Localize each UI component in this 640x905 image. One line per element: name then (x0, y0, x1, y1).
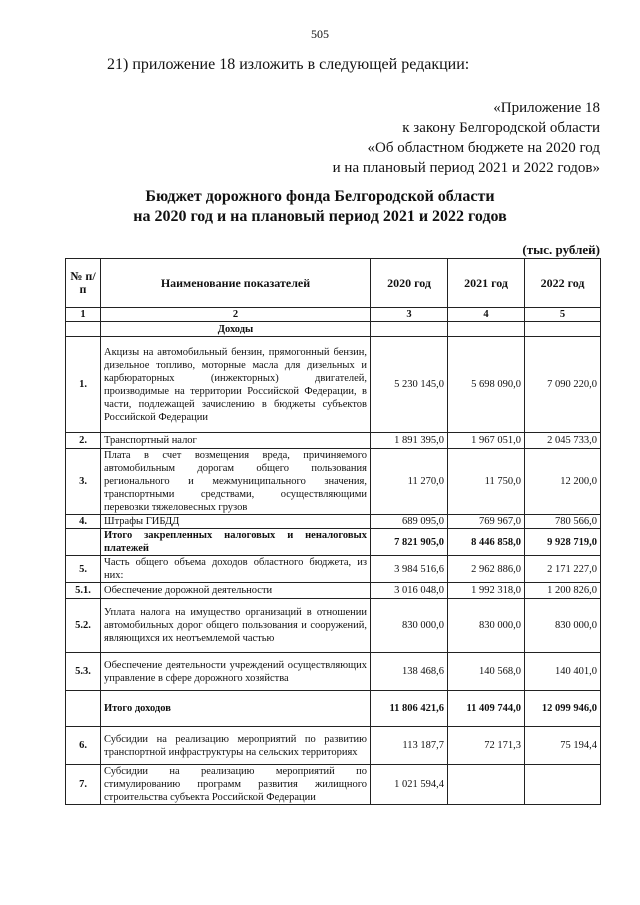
value-2020: 113 187,7 (371, 727, 448, 765)
annex-line-1: «Приложение 18 (493, 100, 600, 116)
header-2020: 2020 год (371, 259, 448, 308)
index-cell: 5 (525, 308, 601, 322)
value-2022 (525, 765, 601, 805)
row-number: 2. (66, 433, 101, 449)
row-number: 6. (66, 727, 101, 765)
value-2020: 689 095,0 (371, 515, 448, 529)
value-2020: 11 806 421,6 (371, 691, 448, 727)
value-2022: 2 045 733,0 (525, 433, 601, 449)
value-2020: 3 016 048,0 (371, 583, 448, 599)
value-2020: 1 021 594,4 (371, 765, 448, 805)
table-row (66, 449, 601, 515)
value-2021: 769 967,0 (448, 515, 525, 529)
table-row (66, 653, 601, 691)
table-row (66, 515, 601, 529)
row-number: 5.1. (66, 583, 101, 599)
annex-line-4: и на плановый период 2021 и 2022 годов» (332, 160, 600, 176)
row-name: Транспортный налог (101, 433, 371, 449)
title-line-2: на 2020 год и на плановый период 2021 и 2022 годов (133, 208, 507, 225)
value-2022: 12 099 946,0 (525, 691, 601, 727)
index-cell: 4 (448, 308, 525, 322)
value-2021: 11 750,0 (448, 449, 525, 515)
row-name: Уплата налога на имущество организаций в отношении автомобильных дорог общего пользования и сооружений, являющихся их неотъемлемой частью (101, 599, 371, 653)
section-number-cell (66, 322, 101, 337)
value-2021: 1 967 051,0 (448, 433, 525, 449)
row-name: Итого закрепленных налоговых и неналоговых платежей (101, 529, 371, 556)
annex-line-2: к закону Белгородской области (402, 120, 600, 136)
annex-header (300, 98, 600, 178)
table-row (66, 691, 601, 727)
value-2020: 1 891 395,0 (371, 433, 448, 449)
value-2021: 72 171,3 (448, 727, 525, 765)
value-2020: 830 000,0 (371, 599, 448, 653)
row-number: 4. (66, 515, 101, 529)
empty-cell (371, 322, 448, 337)
table-row (66, 583, 601, 599)
intro-text: 21) приложение 18 изложить в следующей редакции: (107, 56, 470, 73)
value-2022: 2 171 227,0 (525, 556, 601, 583)
section-row (66, 322, 601, 337)
row-name: Субсидии на реализацию мероприятий по развитию транспортной инфраструктуры на сельских территориях (101, 727, 371, 765)
row-number (66, 691, 101, 727)
value-2022: 1 200 826,0 (525, 583, 601, 599)
unit-label: (тыс. рублей) (522, 242, 600, 257)
value-2021 (448, 765, 525, 805)
budget-table (65, 258, 601, 805)
value-2021: 8 446 858,0 (448, 529, 525, 556)
table-row (66, 529, 601, 556)
row-number: 3. (66, 449, 101, 515)
header-2021: 2021 год (448, 259, 525, 308)
header-name: Наименование показателей (101, 259, 371, 308)
row-name: Плата в счет возмещения вреда, причиняемого автомобильным дорогам общего пользования регионального и межмуниципального значения, транспортными средствами, осуществляющими перевозки тяжеловесных грузов (101, 449, 371, 515)
value-2022: 140 401,0 (525, 653, 601, 691)
row-name: Итого доходов (101, 691, 371, 727)
row-name: Акцизы на автомобильный бензин, прямогонный бензин, дизельное топливо, моторные масла для дизельных и карбюраторных (инжекторных) двигателей, производимые на территории Российской Федерации, в части, подлежащей зачислению в бюджеты субъектов Российской Федерации (101, 337, 371, 433)
row-number (66, 529, 101, 556)
value-2020: 7 821 905,0 (371, 529, 448, 556)
row-name: Часть общего объема доходов областного бюджета, из них: (101, 556, 371, 583)
value-2021: 5 698 090,0 (448, 337, 525, 433)
row-number: 7. (66, 765, 101, 805)
value-2022: 780 566,0 (525, 515, 601, 529)
row-name: Штрафы ГИБДД (101, 515, 371, 529)
index-cell: 1 (66, 308, 101, 322)
table-row (66, 337, 601, 433)
page-number: 505 (311, 27, 329, 41)
value-2022: 830 000,0 (525, 599, 601, 653)
empty-cell (448, 322, 525, 337)
title-line-1: Бюджет дорожного фонда Белгородской области (145, 188, 495, 205)
value-2021: 2 962 886,0 (448, 556, 525, 583)
document-title (0, 187, 640, 227)
value-2022: 9 928 719,0 (525, 529, 601, 556)
row-name: Субсидии на реализацию мероприятий по стимулированию программ развития жилищного строительства субъекта Российской Федерации (101, 765, 371, 805)
value-2020: 5 230 145,0 (371, 337, 448, 433)
value-2020: 138 468,6 (371, 653, 448, 691)
index-cell: 2 (101, 308, 371, 322)
value-2020: 11 270,0 (371, 449, 448, 515)
value-2021: 1 992 318,0 (448, 583, 525, 599)
value-2021: 140 568,0 (448, 653, 525, 691)
row-name: Обеспечение дорожной деятельности (101, 583, 371, 599)
row-name: Обеспечение деятельности учреждений осуществляющих управление в сфере дорожного хозяйства (101, 653, 371, 691)
annex-line-3: «Об областном бюджете на 2020 год (367, 140, 600, 156)
header-2022: 2022 год (525, 259, 601, 308)
value-2021: 830 000,0 (448, 599, 525, 653)
value-2020: 3 984 516,6 (371, 556, 448, 583)
table-row (66, 433, 601, 449)
value-2022: 12 200,0 (525, 449, 601, 515)
value-2021: 11 409 744,0 (448, 691, 525, 727)
table-row (66, 765, 601, 805)
value-2022: 7 090 220,0 (525, 337, 601, 433)
column-index-row (66, 308, 601, 322)
value-2022: 75 194,4 (525, 727, 601, 765)
row-number: 5. (66, 556, 101, 583)
row-number: 1. (66, 337, 101, 433)
table-header-row (66, 259, 601, 308)
table-row (66, 556, 601, 583)
index-cell: 3 (371, 308, 448, 322)
table-row (66, 599, 601, 653)
row-number: 5.2. (66, 599, 101, 653)
section-title: Доходы (101, 322, 371, 337)
header-number: № п/п (66, 259, 101, 308)
table-row (66, 727, 601, 765)
row-number: 5.3. (66, 653, 101, 691)
empty-cell (525, 322, 601, 337)
